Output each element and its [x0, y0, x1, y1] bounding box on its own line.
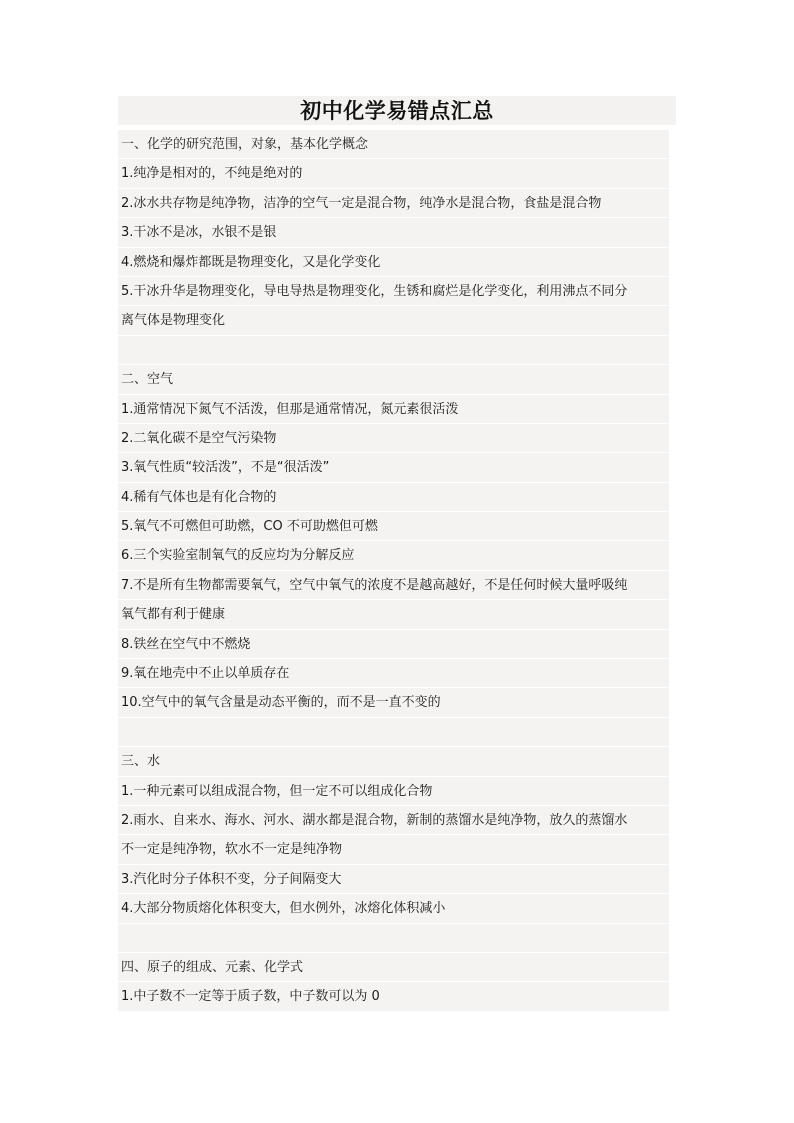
text-line: 3.氧气性质“较活泼”，不是“很活泼” [118, 453, 669, 482]
text-line: 1.一种元素可以组成混合物，但一定不可以组成化合物 [118, 777, 669, 806]
text-line: 离气体是物理变化 [118, 306, 669, 335]
text-line: 不一定是纯净物，软水不一定是纯净物 [118, 835, 669, 864]
text-line: 10.空气中的氧气含量是动态平衡的，而不是一直不变的 [118, 688, 669, 717]
text-line: 氧气都有利于健康 [118, 600, 669, 629]
text-line: 5.干冰升华是物理变化，导电导热是物理变化，生锈和腐烂是化学变化，利用沸点不同分 [118, 277, 669, 306]
text-line: 3.干冰不是冰，水银不是银 [118, 218, 669, 247]
section-heading: 一、化学的研究范围，对象，基本化学概念 [118, 130, 669, 159]
text-line: 1.通常情况下氮气不活泼，但那是通常情况，氮元素很活泼 [118, 395, 669, 424]
section-heading: 四、原子的组成、元素、化学式 [118, 953, 669, 982]
blank-line [118, 336, 669, 365]
text-line: 9.氧在地壳中不止以单质存在 [118, 659, 669, 688]
text-line: 4.稀有气体也是有化合物的 [118, 483, 669, 512]
text-line: 1.中子数不一定等于质子数，中子数可以为 0 [118, 982, 669, 1011]
text-line: 6.三个实验室制氧气的反应均为分解反应 [118, 541, 669, 570]
section-heading: 二、空气 [118, 365, 669, 394]
text-line: 4.大部分物质熔化体积变大，但水例外，冰熔化体积减小 [118, 894, 669, 923]
blank-line [118, 924, 669, 953]
text-line: 2.二氧化碳不是空气污染物 [118, 424, 669, 453]
text-line: 1.纯净是相对的，不纯是绝对的 [118, 159, 669, 188]
text-line: 8.铁丝在空气中不燃烧 [118, 630, 669, 659]
document-body [118, 130, 669, 1012]
text-line: 2.雨水、自来水、海水、河水、湖水都是混合物，新制的蒸馏水是纯净物，放久的蒸馏水 [118, 806, 669, 835]
text-line: 4.燃烧和爆炸都既是物理变化，又是化学变化 [118, 248, 669, 277]
text-line: 3.汽化时分子体积不变，分子间隔变大 [118, 865, 669, 894]
blank-line [118, 718, 669, 747]
document-title: 初中化学易错点汇总 [300, 98, 494, 123]
text-line: 7.不是所有生物都需要氧气，空气中氧气的浓度不是越高越好，不是任何时候大量呼吸纯 [118, 571, 669, 600]
text-line: 5.氧气不可燃但可助燃，CO 不可助燃但可燃 [118, 512, 669, 541]
text-line: 2.冰水共存物是纯净物，洁净的空气一定是混合物，纯净水是混合物，食盐是混合物 [118, 189, 669, 218]
section-heading: 三、水 [118, 747, 669, 776]
